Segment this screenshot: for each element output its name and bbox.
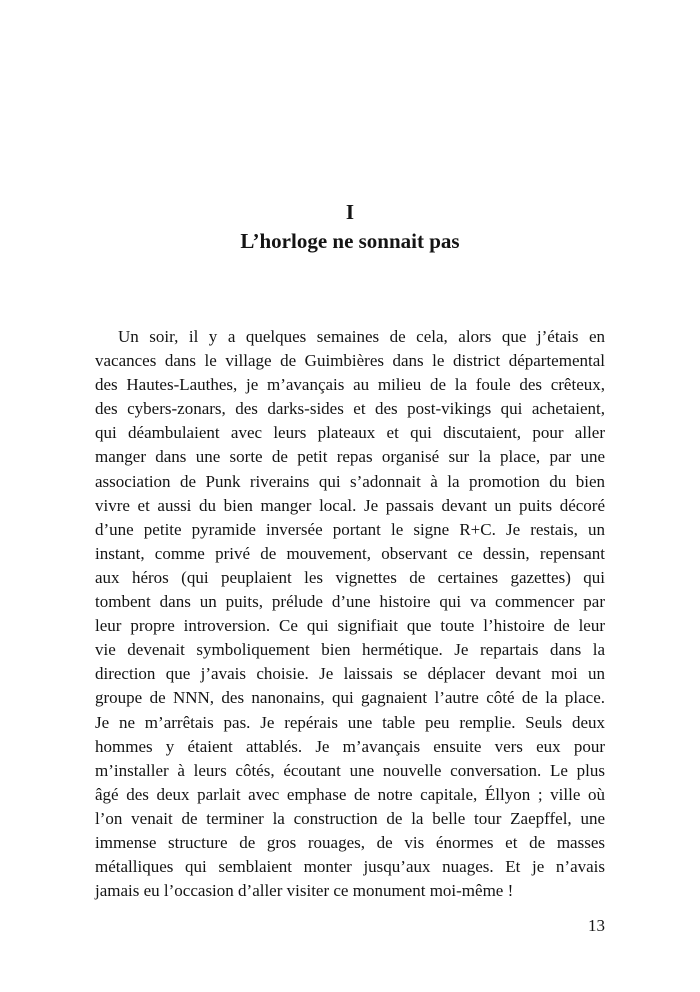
text-line: groupe de NNN, des nanonains, qui gagnaient l’autre côté de la place. xyxy=(95,688,605,708)
text-line: jamais eu l’occasion d’aller visiter ce monument moi-même ! xyxy=(95,881,514,901)
text-line: tombent dans un puits, prélude d’une histoire qui va commencer par xyxy=(95,592,605,612)
text-line: vivre et aussi du bien manger local. Je passais devant un puits décoré xyxy=(95,495,605,515)
text-line: leur propre introversion. Ce qui signifiait que toute l’histoire de leur xyxy=(95,616,605,636)
text-line: direction que j’avais choisie. Je laissais se déplacer devant moi un xyxy=(95,664,605,684)
text-line: l’on venait de terminer la construction de la belle tour Zaepffel, une xyxy=(95,808,605,828)
text-line: des Hautes-Lauthes, je m’avançais au milieu de la foule des crêteux, xyxy=(95,375,605,395)
text-line: Un soir, il y a quelques semaines de cela, alors que j’étais en xyxy=(118,327,605,346)
text-line: association de Punk riverains qui s’adonnait à la promotion du bien xyxy=(95,471,605,491)
text-line: immense structure de gros rouages, de vis énormes et de masses xyxy=(95,832,605,852)
text-line: m’installer à leurs côtés, écoutant une nouvelle conversation. Le plus xyxy=(95,760,605,780)
body-paragraph xyxy=(95,325,605,903)
chapter-title: L’horloge ne sonnait pas xyxy=(240,229,460,253)
text-line: vacances dans le village de Guimbières dans le district départemental xyxy=(95,351,605,371)
text-line: d’une petite pyramide inversée portant le signe R+C. Je restais, un xyxy=(95,519,605,539)
text-line: qui déambulaient avec leurs plateaux et qui discutaient, pour aller xyxy=(95,423,605,443)
text-line: Je ne m’arrêtais pas. Je repérais une table peu remplie. Seuls deux xyxy=(95,712,605,732)
text-line: métalliques qui semblaient monter jusqu’aux nuages. Et je n’avais xyxy=(95,857,605,877)
text-line: aux héros (qui peuplaient les vignettes de certaines gazettes) qui xyxy=(95,567,605,587)
text-line: hommes y étaient attablés. Je m’avançais ensuite vers eux pour xyxy=(95,736,605,756)
chapter-number: I xyxy=(345,200,355,224)
text-line: âgé des deux parlait avec emphase de notre capitale, Éllyon ; ville où xyxy=(95,784,605,804)
text-line: manger dans une sorte de petit repas organisé sur la place, par une xyxy=(95,447,605,467)
text-line: vie devenait symboliquement bien hermétique. Je repartais dans la xyxy=(95,640,605,660)
page-number: 13 xyxy=(588,916,605,935)
text-line: instant, comme privé de mouvement, observant ce dessin, repensant xyxy=(95,543,605,563)
text-line: des cybers-zonars, des darks-sides et des post-vikings qui achetaient, xyxy=(95,399,605,419)
